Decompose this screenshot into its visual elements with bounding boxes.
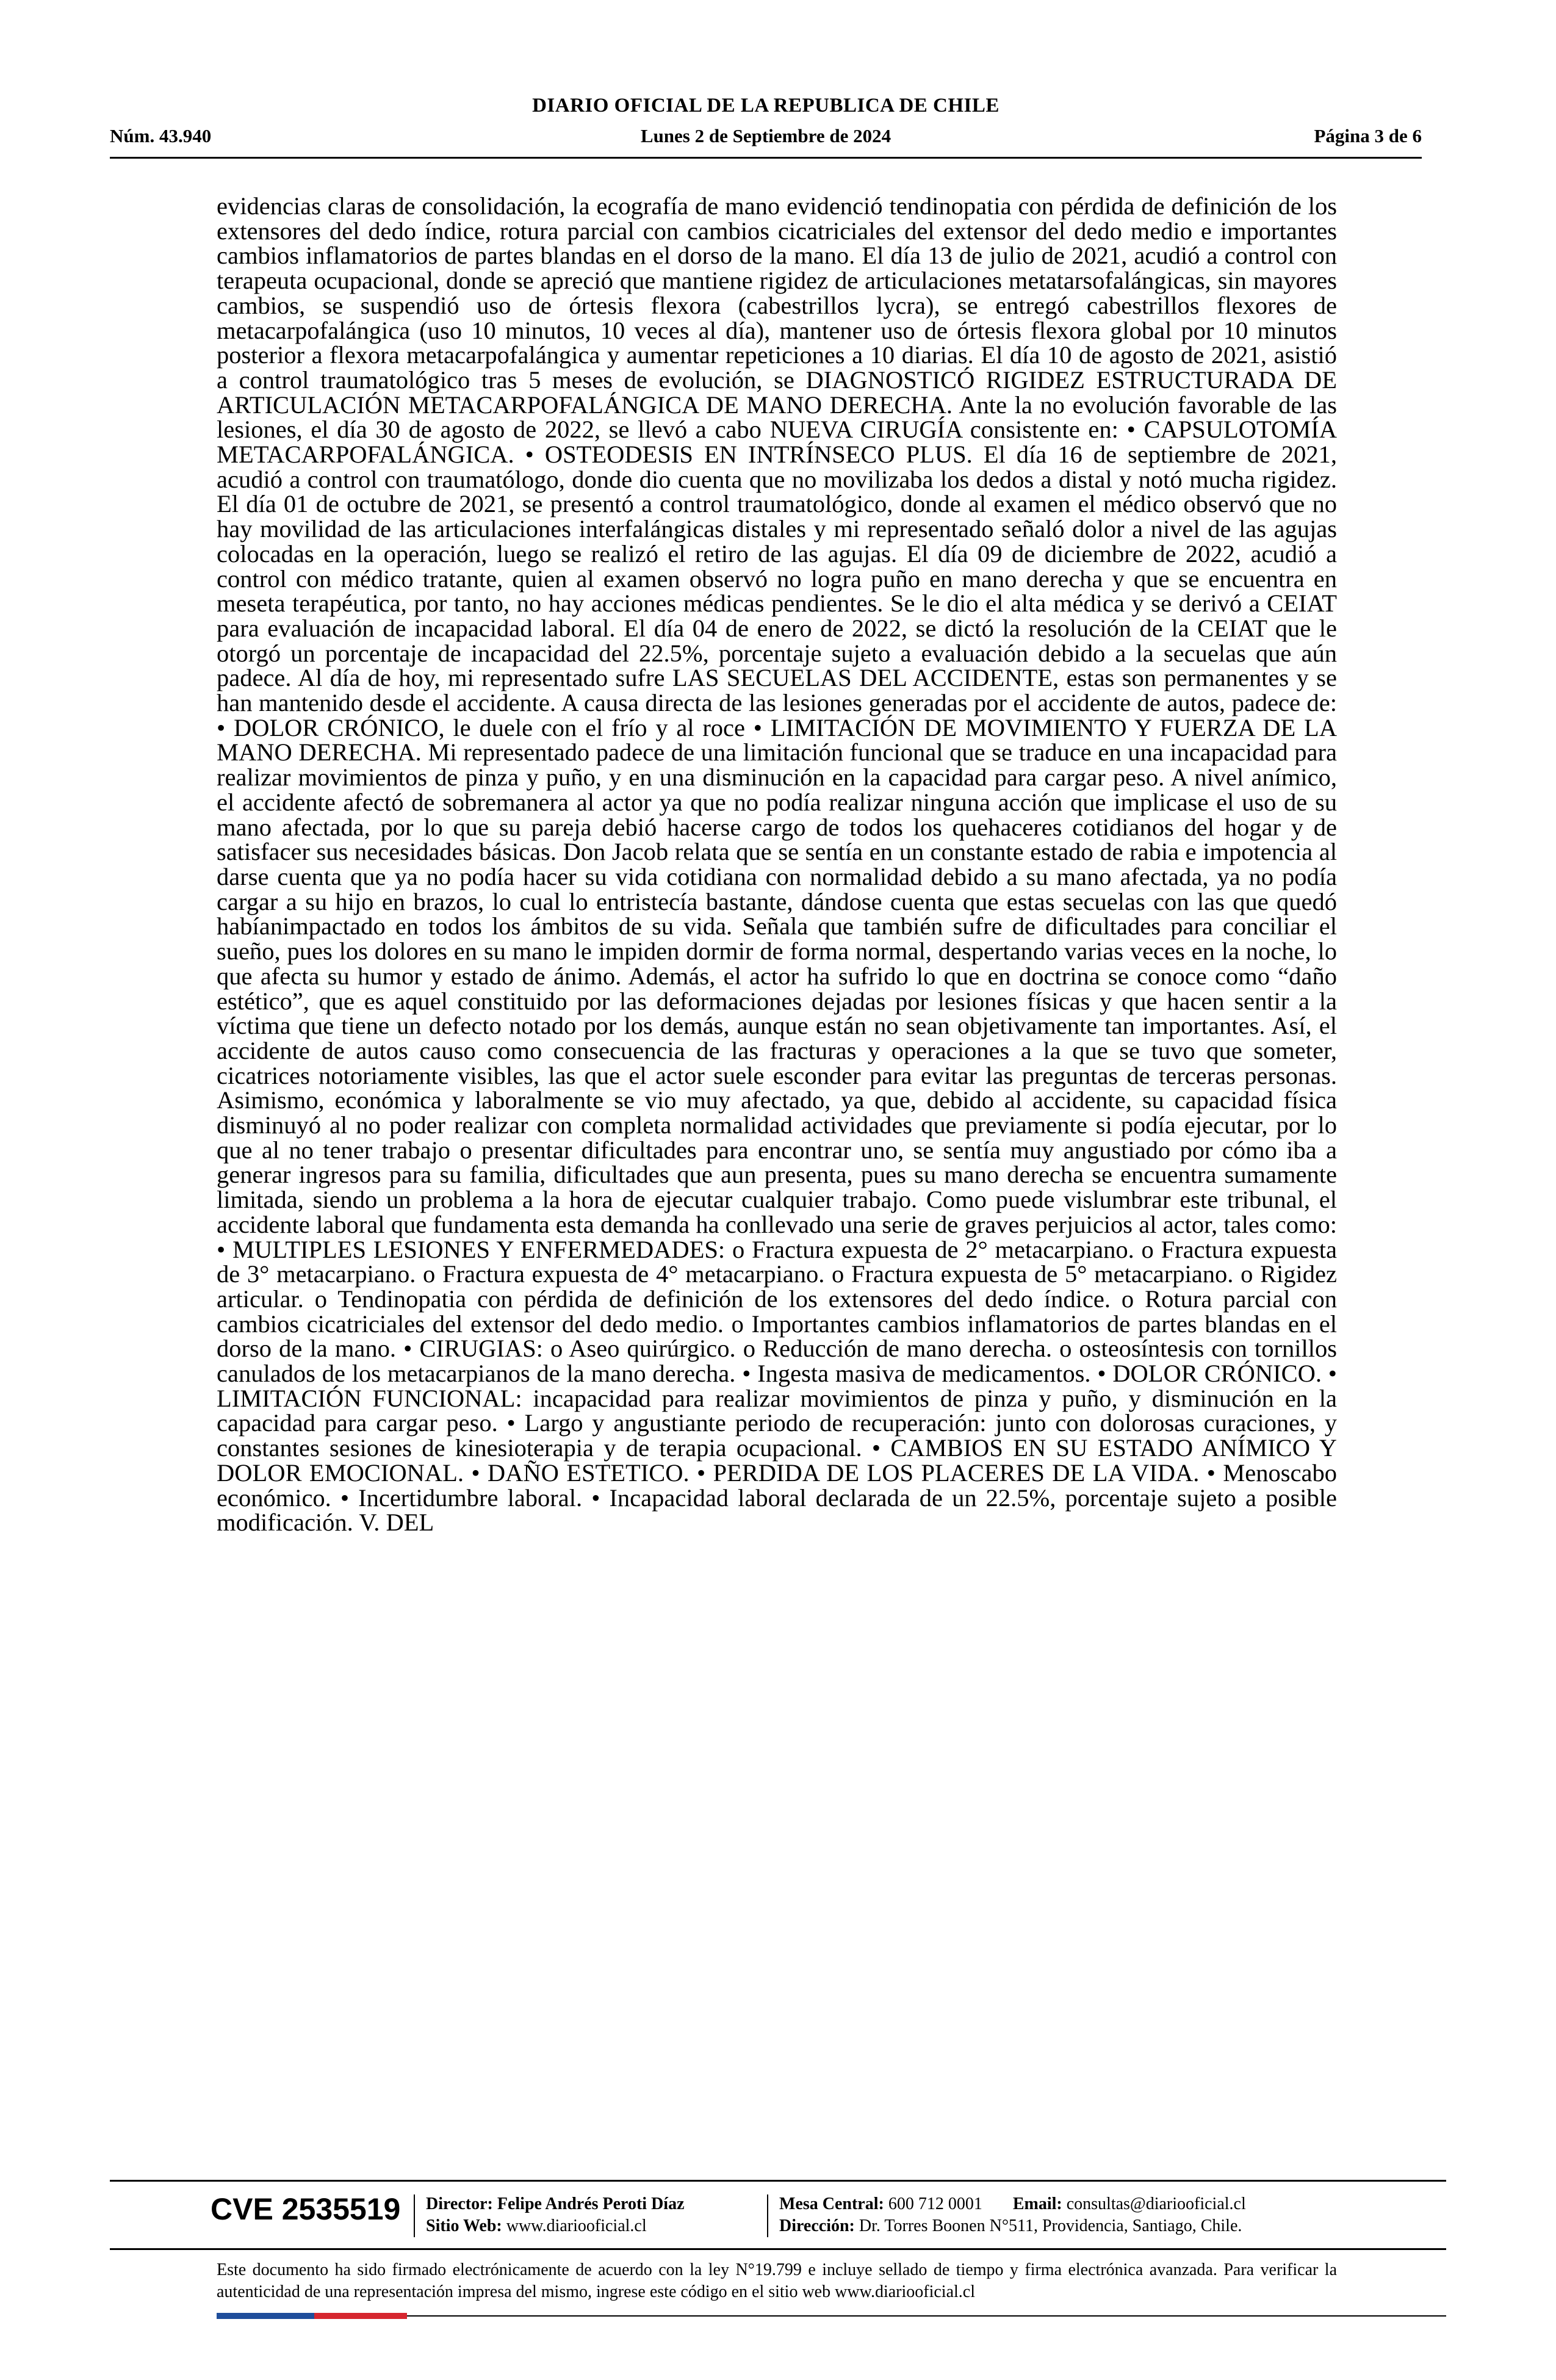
issue-number: Núm. 43.940: [110, 125, 212, 146]
email-label: Email:: [1012, 2194, 1062, 2213]
footer-separator-right: [767, 2194, 768, 2237]
director-name: Felipe Andrés Peroti Díaz: [497, 2194, 685, 2213]
body-paragraph: evidencias claras de consolidación, la ecografía de mano evidenció tendinopatia con pérdida de definición de los extensores del dedo índice, rotura parcial con cambios cicatriciales del extensor del dedo medio e importantes cambios inflamatorios de partes blandas en el dorso de la mano. El día 13 de julio de 2021, acudió a control con terapeuta ocupacional, donde se apreció que mantiene rigidez de articulaciones metatarsofalángicas, sin mayores cambios, se suspendió uso de órtesis flexora (cabestrillos lycra), se entregó cabestrillos flexores de metacarpofalángica (uso 10 minutos, 10 veces al día), mantener uso de órtesis flexora global por 10 minutos posterior a flexora metacarpofalángica y aumentar repeticiones a 10 diarias. El día 10 de agosto de 2021, asistió a control traumatológico tras 5 meses de evolución, se DIAGNOSTICÓ RIGIDEZ ESTRUCTURADA DE ARTICULACIÓN METACARPOFALÁNGICA DE MANO DERECHA. Ante la no evolución favorable de las lesiones, el día 30 de agosto de 2022, se llevó a cabo NUEVA CIRUGÍA consistente en: • CAPSULOTOMÍA METACARPOFALÁNGICA. • OSTEODESIS EN INTRÍNSECO PLUS. El día 16 de septiembre de 2021, acudió a control con traumatólogo, donde dio cuenta que no movilizaba los dedos a distal y notó mucha rigidez. El día 01 de octubre de 2021, se presentó a control traumatológico, donde al examen el médico observó que no hay movilidad de las articulaciones interfalángicas distales y mi representado señaló dolor a nivel de las agujas colocadas en la operación, luego se realizó el retiro de las agujas. El día 09 de diciembre de 2022, acudió a control con médico tratante, quien al examen observó no logra puño en mano derecha y que se encuentra en meseta terapéutica, por tanto, no hay acciones médicas pendientes. Se le dio el alta médica y se derivó a CEIAT para evaluación de incapacidad laboral. El día 04 de enero de 2022, se dictó la resolución de la CEIAT que le otorgó un porcentaje de incapacidad del 22.5%, porcentaje sujeto a evaluación debido a la secuelas que aún padece. Al día de hoy, mi representado sufre LAS SECUELAS DEL ACCIDENTE, estas son permanentes y se han mantenido desde el accidente. A causa directa de las lesiones generadas por el accidente de autos, padece de: • DOLOR CRÓNICO, le duele con el frío y al roce • LIMITACIÓN DE MOVIMIENTO Y FUERZA DE LA MANO DERECHA. Mi representado padece de una limitación funcional que se traduce en una incapacidad para realizar movimientos de pinza y puño, y en una disminución en la capacidad para cargar peso. A nivel anímico, el accidente afectó de sobremanera al actor ya que no podía realizar ninguna acción que implicase el uso de su mano afectada, por lo que su pareja debió hacerse cargo de todos los quehaceres cotidianos del hogar y de satisfacer sus necesidades básicas. Don Jacob relata que se sentía en un constante estado de rabia e impotencia al darse cuenta que ya no podía hacer su vida cotidiana con normalidad debido a su mano afectada, ya no podía cargar a su hijo en brazos, lo cual lo entristecía bastante, dándose cuenta que estas secuelas con las que quedó habíanimpactado en todos los ámbitos de su vida. Señala que también sufre de dificultades para conciliar el sueño, pues los dolores en su mano le impiden dormir de forma normal, despertando varias veces en la noche, lo que afecta su humor y estado de ánimo. Además, el actor ha sufrido lo que en doctrina se conoce como “daño estético”, que es aquel constituido por las deformaciones dejadas por lesiones físicas y que hacen sentir a la víctima que tiene un defecto notado por los demás, aunque están no sean objetivamente tan importantes. Así, el accidente de autos causo como consecuencia de las fracturas y operaciones a la que se tuvo que someter, cicatrices notoriamente visibles, las que el actor suele esconder para evitar las preguntas de terceras personas. Asimismo, económica y laboralmente se vio muy afectado, ya que, debido al accidente, su capacidad física disminuyó al no poder realizar con completa normalidad actividades que previamente si podía ejecutar, por lo que al no tener trabajo o presentar dificultades para encontrar uno, se sentía muy angustiado por cómo iba a generar ingresos para su familia, dificultades que aun presenta, pues su mano derecha se encuentra sumamente limitada, siendo un problema a la hora de ejecutar cualquier trabajo. Como puede vislumbrar este tribunal, el accidente laboral que fundamenta esta demanda ha conllevado una serie de graves perjuicios al actor, tales como: • MULTIPLES LESIONES Y ENFERMEDADES: o Fractura expuesta de 2° metacarpiano. o Fractura expuesta de 3° metacarpiano. o Fractura expuesta de 4° metacarpiano. o Fractura expuesta de 5° metacarpiano. o Rigidez articular. o Tendinopatia con pérdida de definición de los extensores del dedo índice. o Rotura parcial con cambios cicatriciales del extensor del dedo medio. o Importantes cambios inflamatorios de partes blandas en el dorso de la mano. • CIRUGIAS: o Aseo quirúrgico. o Reducción de mano derecha. o osteosíntesis con tornillos canulados de los metacarpianos de la mano derecha. • Ingesta masiva de medicamentos. • DOLOR CRÓNICO. • LIMITACIÓN FUNCIONAL: incapacidad para realizar movimientos de pinza y puño, y disminución en la capacidad para cargar peso. • Largo y angustiante periodo de recuperación: junto con dolorosas curaciones, y constantes sesiones de kinesioterapia y de terapia ocupacional. • CAMBIOS EN SU ESTADO ANÍMICO Y DOLOR EMOCIONAL. • DAÑO ESTETICO. • PERDIDA DE LOS PLACERES DE LA VIDA. • Menoscabo económico. • Incertidumbre laboral. • Incapacidad laboral declarada de un 22.5%, porcentaje sujeto a posible modificación. V. DEL: [217, 192, 1337, 1537]
footer-director-block: [426, 2193, 685, 2237]
footer-bottom-divider: [110, 2248, 1446, 2250]
header-divider: [110, 157, 1422, 159]
flag-blue-segment: [217, 2313, 314, 2319]
page-header: [110, 95, 1422, 156]
website-label: Sitio Web:: [426, 2216, 502, 2235]
footer-top-divider: [110, 2180, 1446, 2182]
cve-code: CVE 2535519: [211, 2192, 401, 2226]
contact-line: [779, 2193, 1246, 2215]
website-link[interactable]: www.diariooficial.cl: [506, 2216, 647, 2235]
footer-contact-block: [779, 2193, 1246, 2237]
email-link[interactable]: consultas@diariooficial.cl: [1066, 2194, 1246, 2213]
issue-date: Lunes 2 de Septiembre de 2024: [640, 125, 891, 146]
footer-closing-rule: [407, 2315, 1446, 2317]
director-line: [426, 2193, 685, 2215]
signature-disclaimer: Este documento ha sido firmado electrónicamente de acuerdo con la ley N°19.799 e incluye sellado de tiempo y firma electrónica avanzada. Para verificar la autenticidad de una representación impresa del mismo, ingrese este código en el sitio web www.diariooficial.cl: [217, 2260, 1337, 2301]
address-value: Dr. Torres Boonen N°511, Providencia, Santiago, Chile.: [859, 2216, 1242, 2235]
director-label: Director:: [426, 2194, 493, 2213]
footer-separator-left: [414, 2194, 415, 2237]
flag-red-segment: [314, 2313, 407, 2319]
phone-label: Mesa Central:: [779, 2194, 884, 2213]
page-number: Página 3 de 6: [1314, 125, 1422, 146]
website-line: [426, 2215, 685, 2237]
address-line: [779, 2215, 1246, 2237]
publication-title: DIARIO OFICIAL DE LA REPUBLICA DE CHILE: [532, 95, 1000, 117]
flag-color-bar: [217, 2313, 407, 2319]
phone-number: 600 712 0001: [888, 2194, 982, 2213]
address-label: Dirección:: [779, 2216, 855, 2235]
